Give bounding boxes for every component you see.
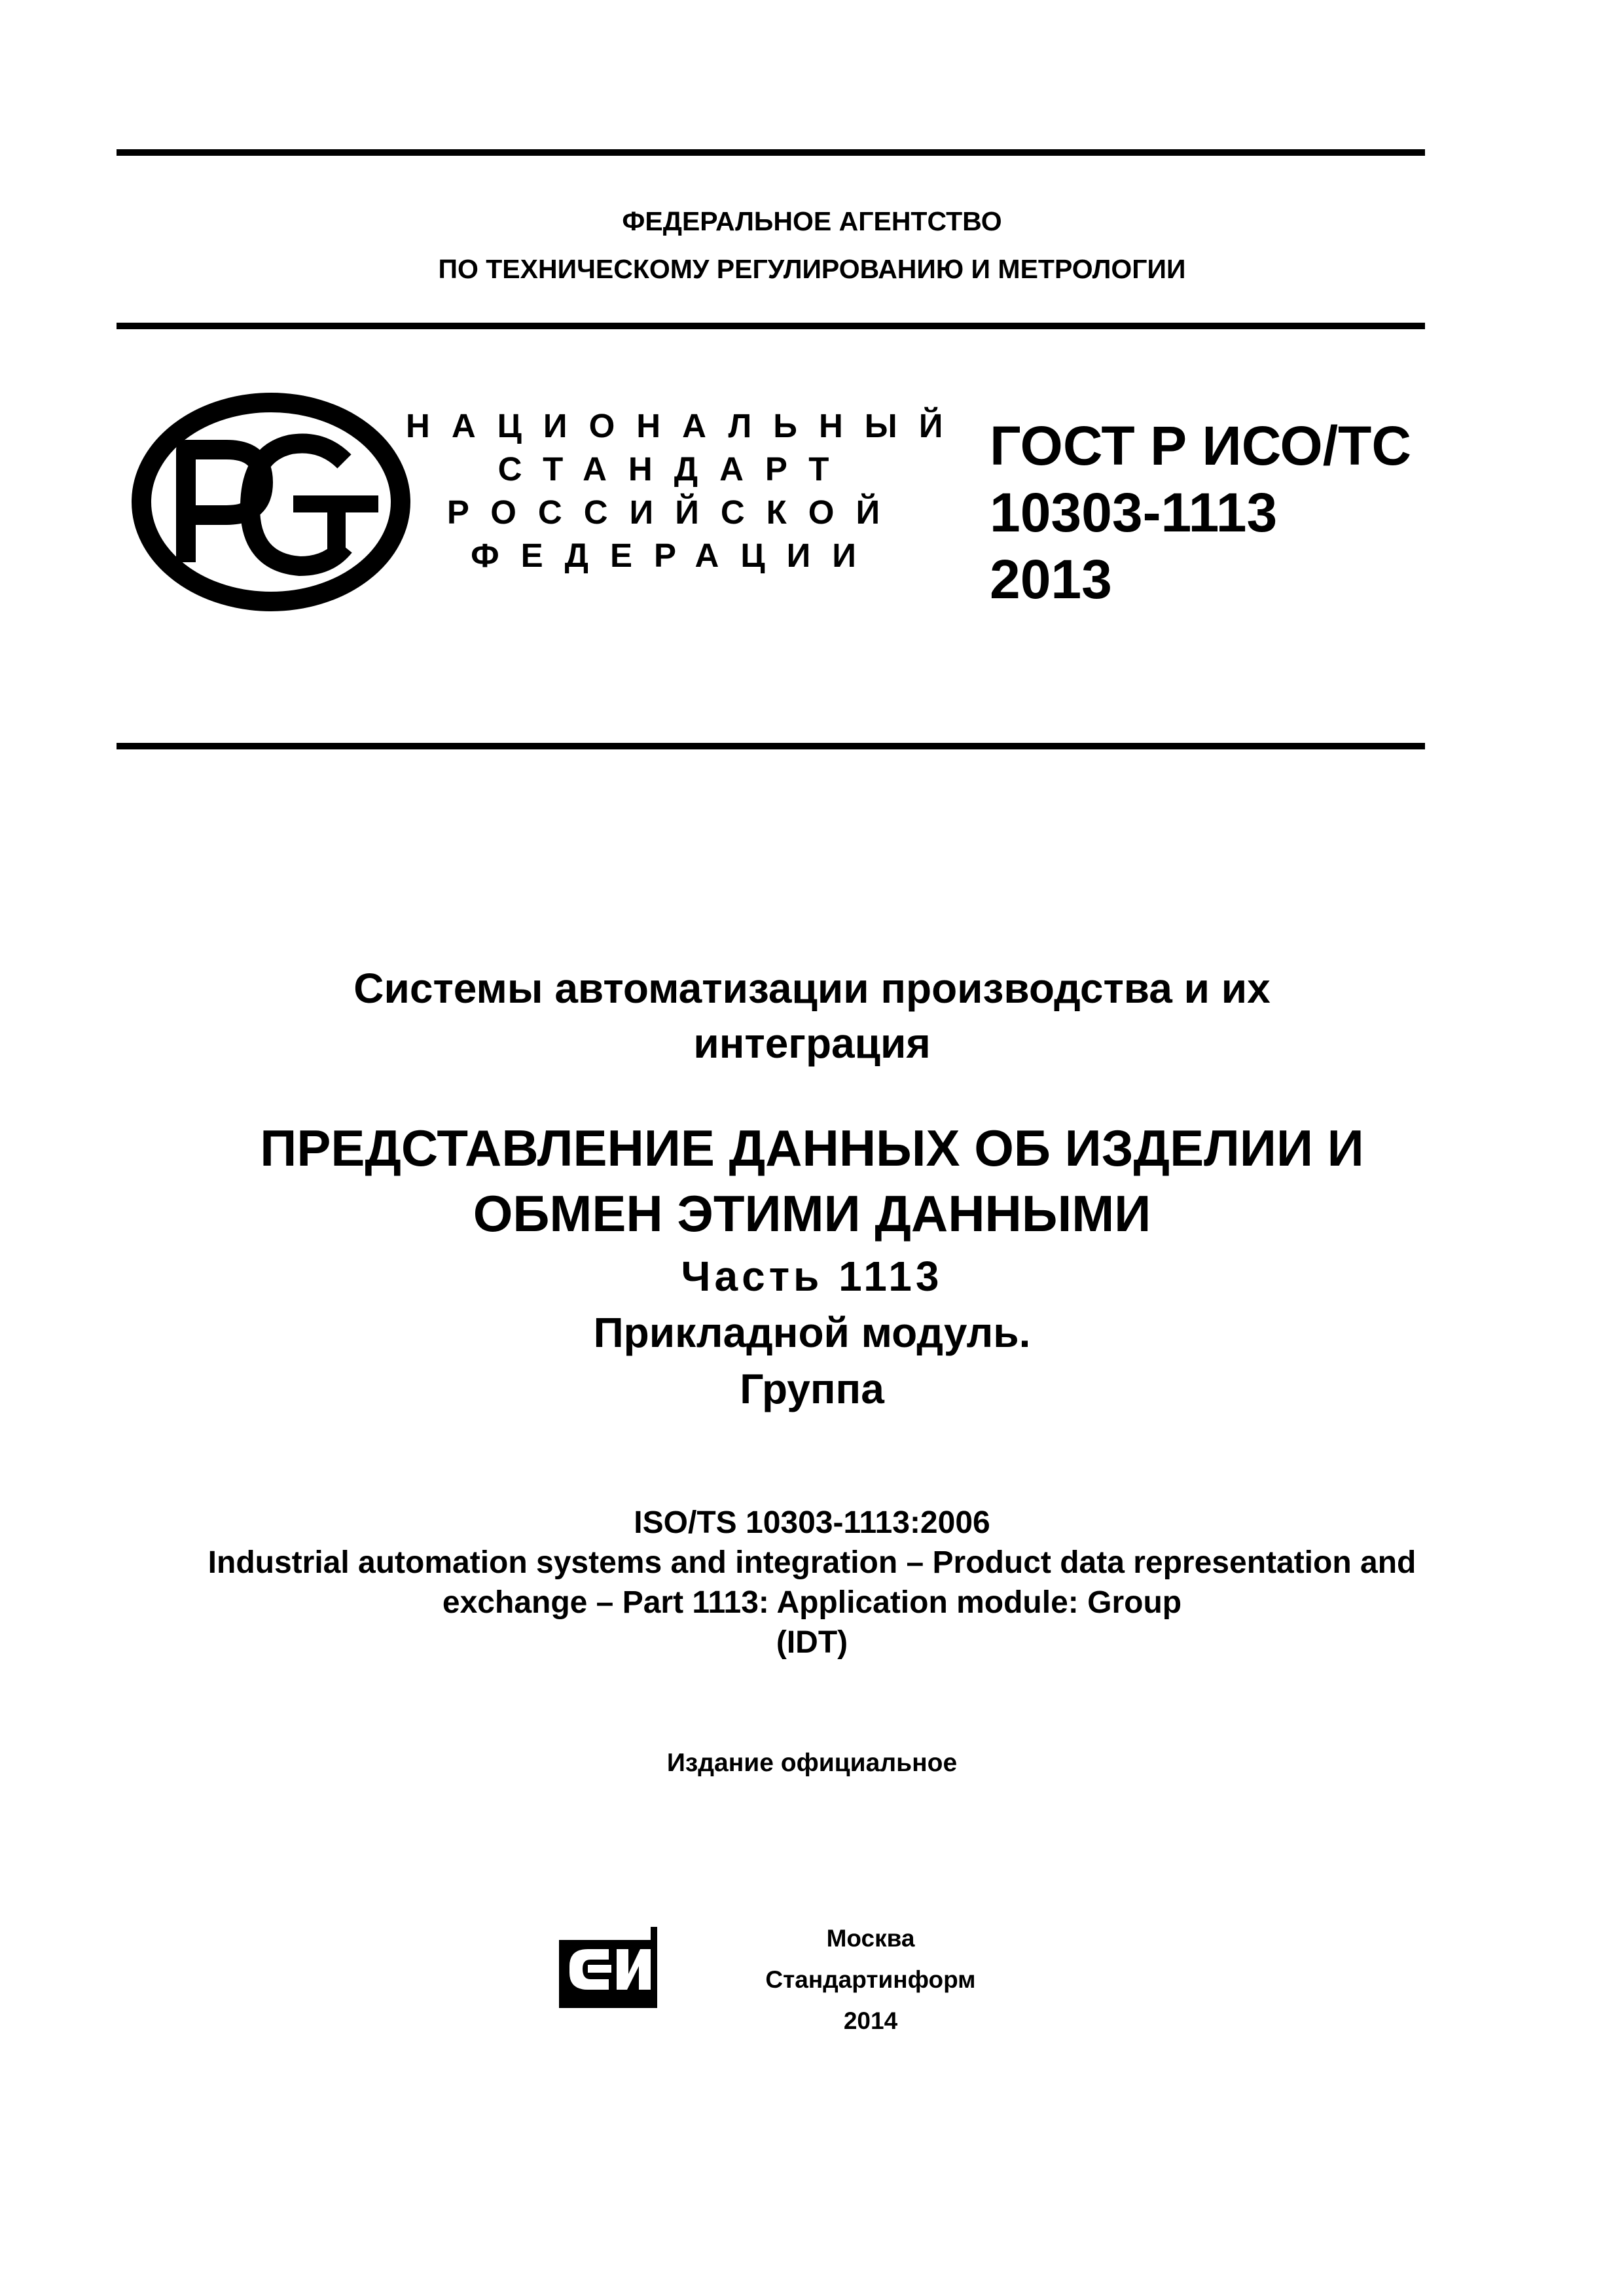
module-line: Прикладной модуль. [593, 1309, 1031, 1356]
national-line-3: РОССИЙСКОЙ [446, 493, 902, 531]
title-line-1: Системы автоматизации производства и их [353, 965, 1271, 1012]
main-title-line-2: ОБМЕН ЭТИМИ ДАННЫМИ [473, 1185, 1151, 1242]
publisher-city: Москва [826, 1925, 915, 1952]
rst-logo-icon [128, 391, 414, 613]
top-rule [117, 149, 1425, 156]
title-line-2: интеграция [693, 1020, 931, 1067]
standartinform-logo-icon [556, 1927, 661, 2012]
iso-title-line-1: Industrial automation systems and integration – Product data representation and [208, 1545, 1416, 1580]
main-title-line-1: ПРЕДСТАВЛЕНИЕ ДАННЫХ ОБ ИЗДЕЛИИ И [260, 1119, 1364, 1177]
iso-title-line-2: exchange – Part 1113: Application module: Group [442, 1585, 1182, 1620]
iso-reference: ISO/TS 10303-1113:2006 [634, 1505, 990, 1540]
publisher-name: Стандартинформ [765, 1966, 976, 1993]
gost-designation-line-3: 2013 [990, 548, 1112, 610]
national-line-2: СТАНДАРТ [497, 450, 851, 488]
official-edition: Издание официальное [666, 1749, 958, 1777]
agency-line-2: ПО ТЕХНИЧЕСКОМУ РЕГУЛИРОВАНИЮ И МЕТРОЛОГИИ [438, 254, 1186, 284]
agency-rule [117, 323, 1425, 329]
header-bottom-rule [117, 743, 1425, 749]
iso-idt: (IDT) [776, 1625, 848, 1660]
gost-designation-line-1: ГОСТ Р ИСО/ТС [990, 415, 1412, 476]
gost-designation-line-2: 10303-1113 [990, 482, 1278, 543]
part-label: Часть 1113 [681, 1253, 943, 1300]
national-line-4: ФЕДЕРАЦИИ [471, 537, 878, 574]
national-line-1: НАЦИОНАЛЬНЫЙ [406, 407, 965, 444]
agency-line-1: ФЕДЕРАЛЬНОЕ АГЕНТСТВО [622, 206, 1002, 236]
group-line: Группа [740, 1365, 884, 1412]
publisher-year: 2014 [843, 2007, 898, 2034]
